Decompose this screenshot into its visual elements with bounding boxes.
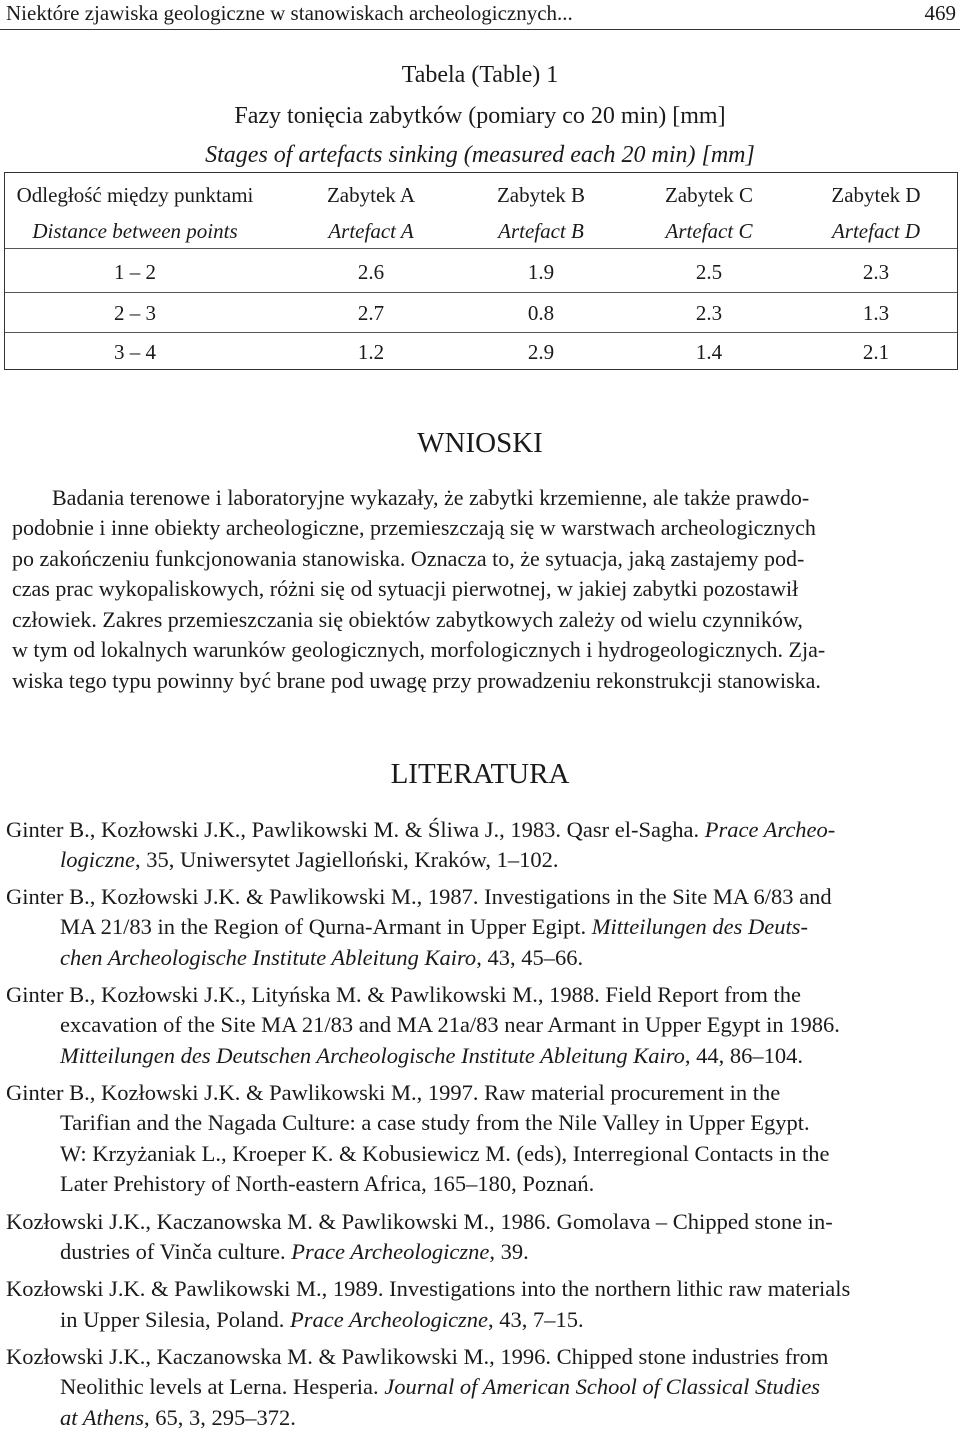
reference-line bbox=[60, 1139, 830, 1169]
reference-line bbox=[6, 1274, 850, 1304]
reference-text: Ginter B., Kozłowski J.K. & Pawlikowski M., 1997. Raw material procurement in the bbox=[6, 1080, 781, 1105]
column-header-artefact-c-en: Artefact C bbox=[665, 219, 753, 243]
reference-line bbox=[60, 1372, 820, 1402]
column-header-artefact-b: Zabytek B bbox=[496, 183, 586, 207]
reference-text: , 44, 86–104. bbox=[684, 1043, 804, 1068]
running-header bbox=[0, 0, 960, 30]
reference-text: MA 21/83 in the Region of Qurna-Armant in Upper Egipt. bbox=[60, 914, 592, 939]
reference-italic-text: Prace Archeologiczne bbox=[291, 1239, 490, 1264]
reference-text: , 43, 45–66. bbox=[476, 945, 584, 970]
reference-line bbox=[60, 1041, 803, 1071]
table-cell: 2.3 bbox=[695, 301, 723, 325]
reference-italic-text: chen Archeologische Institute Ableitung Kairo bbox=[60, 945, 477, 970]
table-cell: 2.1 bbox=[862, 340, 890, 364]
table-cell: 2.9 bbox=[527, 340, 555, 364]
reference-line bbox=[6, 815, 835, 845]
table-cell: 2.7 bbox=[357, 301, 385, 325]
page-number: 469 bbox=[924, 1, 956, 25]
reference-italic-text: Prace Archeologiczne bbox=[289, 1307, 489, 1332]
reference-text: Ginter B., Kozłowski J.K., Pawlikowski M. & Śliwa J., 1983. Qasr el-Sagha. bbox=[6, 817, 705, 842]
reference-italic-text: Mitteilungen des Deuts- bbox=[591, 914, 808, 939]
reference-line bbox=[60, 845, 558, 875]
reference-text: , 39. bbox=[489, 1239, 529, 1264]
paragraph-line: podobnie i inne obiekty archeologiczne, przemieszczają się w warstwach archeologicznych bbox=[12, 515, 816, 540]
column-header-artefact-d: Zabytek D bbox=[831, 183, 921, 207]
literature-heading: LITERATURA bbox=[390, 758, 570, 790]
reference-line bbox=[6, 882, 832, 912]
reference-text: W: Krzyżaniak L., Kroeper K. & Kobusiewicz M. (eds), Interregional Contacts in the bbox=[60, 1141, 830, 1166]
reference-line bbox=[60, 1403, 296, 1433]
paragraph-line: wiska tego typu powinny być brane pod uwagę przy prowadzeniu rekonstrukcji stanowiska. bbox=[12, 668, 821, 693]
table-cell: 2.6 bbox=[357, 260, 385, 284]
column-header-artefact-c: Zabytek C bbox=[664, 183, 754, 207]
table-header-rule bbox=[5, 248, 957, 249]
conclusions-heading: WNIOSKI bbox=[417, 427, 543, 459]
table-cell: 1.9 bbox=[527, 260, 555, 284]
table-cell: 1 – 2 bbox=[114, 260, 156, 284]
reference-line bbox=[60, 1237, 529, 1267]
column-header-distance: Odległość między punktami bbox=[16, 183, 254, 207]
data-table bbox=[4, 172, 958, 370]
reference-line bbox=[6, 1078, 780, 1108]
running-title: Niektóre zjawiska geologiczne w stanowiskach archeologicznych... bbox=[6, 1, 573, 25]
reference-text: Kozłowski J.K., Kaczanowska M. & Pawlikowski M., 1986. Gomolava – Chipped stone in- bbox=[6, 1209, 833, 1234]
table-row-rule bbox=[5, 332, 957, 333]
header-rule bbox=[0, 29, 960, 30]
reference-text: Neolithic levels at Lerna. Hesperia. bbox=[60, 1374, 385, 1399]
reference-italic-text: Journal of American School of Classical Studies bbox=[384, 1374, 821, 1399]
reference-italic-text: logiczne bbox=[60, 847, 135, 872]
column-header-artefact-d-en: Artefact D bbox=[831, 219, 921, 243]
reference-text: Ginter B., Kozłowski J.K. & Pawlikowski M., 1987. Investigations in the Site MA 6/83 and bbox=[6, 884, 832, 909]
reference-line bbox=[6, 1207, 833, 1237]
table-cell: 1.4 bbox=[695, 340, 723, 364]
reference-text: excavation of the Site MA 21/83 and MA 21a/83 near Armant in Upper Egypt in 1986. bbox=[60, 1012, 840, 1037]
paragraph-line: Badania terenowe i laboratoryjne wykazały, że zabytki krzemienne, ale także prawdo- bbox=[52, 485, 810, 510]
reference-text: Kozłowski J.K. & Pawlikowski M., 1989. Investigations into the northern lithic raw materials bbox=[6, 1276, 851, 1301]
reference-line bbox=[60, 1010, 840, 1040]
table-cell: 0.8 bbox=[527, 301, 555, 325]
reference-italic-text: Mitteilungen des Deutschen Archeologische Institute Ableitung Kairo bbox=[60, 1043, 685, 1068]
table-caption-en: Stages of artefacts sinking (measured each 20 min) [mm] bbox=[205, 142, 755, 168]
table-cell: 3 – 4 bbox=[114, 340, 156, 364]
reference-line bbox=[60, 1305, 584, 1335]
reference-line bbox=[6, 980, 801, 1010]
reference-text: , 65, 3, 295–372. bbox=[143, 1405, 296, 1430]
reference-line bbox=[60, 943, 583, 973]
column-header-distance-en: Distance between points bbox=[32, 219, 238, 243]
reference-text: Kozłowski J.K., Kaczanowska M. & Pawlikowski M., 1996. Chipped stone industries from bbox=[6, 1344, 829, 1369]
reference-text: Ginter B., Kozłowski J.K., Lityńska M. & Pawlikowski M., 1988. Field Report from the bbox=[6, 982, 801, 1007]
reference-line bbox=[60, 912, 808, 942]
table-label: Tabela (Table) 1 bbox=[401, 62, 559, 88]
paragraph-line: czas prac wykopaliskowych, różni się od sytuacji pierwotnej, w jakiej zabytki pozostawił bbox=[12, 576, 799, 601]
reference-line bbox=[60, 1169, 594, 1199]
reference-text: , 43, 7–15. bbox=[488, 1307, 584, 1332]
reference-italic-text: Prace Archeo- bbox=[704, 817, 836, 842]
column-header-artefact-a-en: Artefact A bbox=[328, 219, 414, 243]
table-cell: 1.2 bbox=[357, 340, 385, 364]
paragraph-line: w tym od lokalnych warunków geologicznych, morfologicznych i hydrogeologicznych. Zja- bbox=[12, 637, 826, 662]
reference-text: Tarifian and the Nagada Culture: a case study from the Nile Valley in Upper Egypt. bbox=[60, 1110, 810, 1135]
reference-line bbox=[60, 1108, 810, 1138]
reference-text: Later Prehistory of North-eastern Africa, 165–180, Poznań. bbox=[60, 1171, 595, 1196]
column-header-artefact-a: Zabytek A bbox=[326, 183, 416, 207]
table-cell: 2.5 bbox=[695, 260, 723, 284]
reference-text: dustries of Vinča culture. bbox=[60, 1239, 292, 1264]
reference-line bbox=[6, 1342, 828, 1372]
reference-text: in Upper Silesia, Poland. bbox=[60, 1307, 290, 1332]
table-cell: 2.3 bbox=[862, 260, 890, 284]
table-caption-pl: Fazy tonięcia zabytków (pomiary co 20 min) [mm] bbox=[234, 103, 726, 129]
table-row-rule bbox=[5, 292, 957, 293]
column-header-artefact-b-en: Artefact B bbox=[498, 219, 584, 243]
reference-italic-text: at Athens bbox=[60, 1405, 144, 1430]
table-cell: 2 – 3 bbox=[114, 301, 156, 325]
reference-text: , 35, Uniwersytet Jagielloński, Kraków, 1–102. bbox=[134, 847, 559, 872]
paragraph-line: człowiek. Zakres przemieszczania się obiektów zabytkowych zależy od wielu czynników, bbox=[12, 607, 803, 632]
table-cell: 1.3 bbox=[862, 301, 890, 325]
paragraph-line: po zakończeniu funkcjonowania stanowiska. Oznacza to, że sytuacja, jaką zastajemy pod- bbox=[12, 546, 805, 571]
